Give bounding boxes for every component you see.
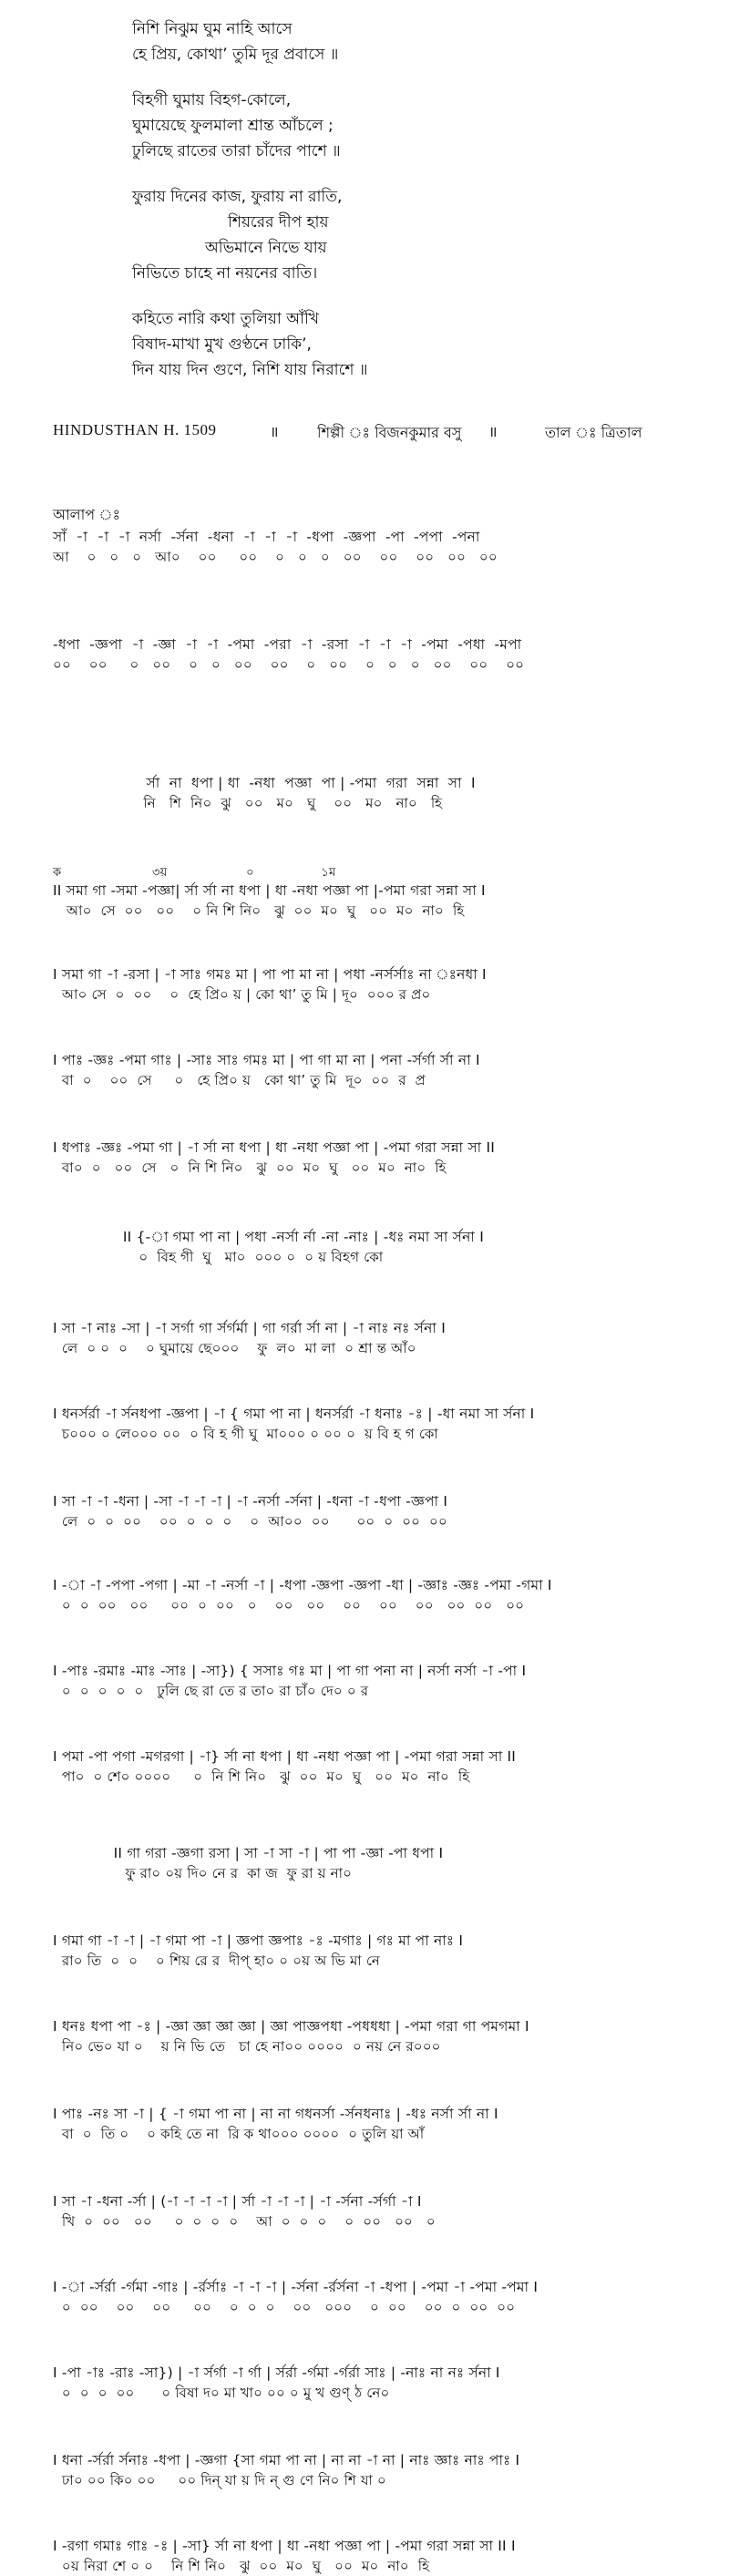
poem-line: হে প্রিয়, কোথা’ তুমি দূর প্রবাসে ॥	[132, 46, 339, 64]
notation-row	[53, 1747, 709, 1787]
swara-line: সাঁ -া -া -া নর্সা -র্সনা -ধনা -া -া -া -ধপা -জ্ঞপা -পা -পপা -পনা	[53, 529, 480, 545]
swara-line: I সা -া -ধনা -র্সা | (-া -া -া -া | র্সা -া -া -া | -া -র্সনা -র্সর্গা -া I	[53, 2193, 422, 2210]
swara-line: I সা -া -া -ধনা | -সা -া -া -া | -া -নর্সা -র্সনা | -ধনা -া -ধপা -জ্ঞপা I	[53, 1493, 448, 1510]
swara-line: I পাঃ -নঃ সা -া | { -া গমা পা না | না না গধনর্সা -র্সনধনাঃ | -ধঃ নর্সা র্সা না I	[53, 2106, 498, 2122]
poem-line: নিশি নিঝুম ঘুম নাহি আসে	[132, 20, 293, 38]
notation-row	[53, 1404, 709, 1444]
notation-row	[53, 1575, 709, 1615]
poem-line: দিন যায় দিন গুণে, নিশি যায় নিরাশে ॥	[132, 361, 368, 379]
poem-stanza	[132, 184, 606, 286]
notation-row	[53, 773, 709, 813]
poem-line: শিয়রের দীপ হায়	[228, 213, 329, 232]
notation-row	[53, 2277, 709, 2317]
swara-line: -ধপা -জ্ঞপা -া -জ্ঞা -া -া -পমা -পরা -া -রসা -া -া -া -পমা -পধা -মপা	[53, 636, 522, 653]
swara-line: I -া -া -পপা -পগা | -মা -া -নর্সা -া | -ধপা -জ্ঞপা -জ্ঞপা -ধা | -জ্ঞাঃ -জ্ঞঃ -পমা -গমা I	[53, 1577, 552, 1593]
notation-row	[53, 1931, 709, 1971]
swara-line: I -রগা গমাঃ গাঃ -ঃ | -সা} র্সা না ধপা | ধা -নধা পজ্ঞা পা | -পমা গরা সন্না সা II I	[53, 2538, 516, 2554]
poem-line: অভিমানে নিভে যায়	[205, 239, 327, 257]
swara-line: I -পাঃ -রমাঃ -মাঃ -সাঃ | -সা}) { সসাঃ গঃ মা | পা গা পনা না | নর্সা নর্সা -া -পা I	[53, 1663, 527, 1679]
lyric-syllables: লে ০ ০ ০০ ০০ ০ ০ ০ ০ আ০০ ০০ ০০ ০ ০০ ০০	[53, 1513, 447, 1530]
lyric-syllables: বা ০ ০০ সে ০ হে প্রি০ য় কো থা’ তু মি দূ০ ০০ র প্র	[53, 1072, 426, 1088]
lyric-syllables: নি শি নি০ ঝু ০০ ম০ ঘু ০০ ম০ না০ হি	[53, 795, 443, 811]
lyric-syllables: খি ০ ০০ ০০ ০ ০ ০ ০ আ ০ ০ ০ ০ ০০ ০০ ০	[53, 2213, 436, 2230]
record-number: HINDUSTHAN H. 1509	[53, 421, 217, 438]
notation-row	[53, 2450, 709, 2490]
swara-line: I -পা -াঃ -রাঃ -সা}) | -া র্সর্গা -া র্গা | র্সর্রা -র্গমা -র্গর্রা সাঃ | -নাঃ না নঃ র্সনা I	[53, 2365, 500, 2381]
swara-line: I ধনা -র্সর্রা র্সনাঃ -ধপা | -জ্ঞগা {সা গমা পা না | না না -া না | নাঃ জ্ঞাঃ নাঃ পাঃ I	[53, 2452, 520, 2468]
lyric-syllables: ০ ০০ ০০ ০০ ০০ ০ ০ ০ ০০ ০০০ ০ ০০ ০০ ০ ০০ ০০	[53, 2299, 516, 2315]
swara-line: I ধপাঃ -জ্ঞঃ -পমা গা | -া র্সা না ধপা | ধা -নধা পজ্ঞা পা | -পমা গরা সন্না সা II	[53, 1139, 495, 1156]
lyric-syllables: ০ ০ ০০ ০০ ০০ ০ ০০ ০ ০০ ০০ ০০ ০০ ০০ ০০ ০০ ০০	[53, 1597, 525, 1613]
notation-row	[53, 866, 709, 921]
tala-markers: ক ৩য় ০ ১ম	[53, 866, 336, 880]
poem-line: বিহগী ঘুমায় বিহগ-কোলে,	[132, 91, 292, 109]
lyric-syllables: লে ০ ০ ০ ০ ঘুমায়ে ছে০০০ ফু ল০ মা লা ০ শ্রা ন্ত আঁ০	[53, 1340, 416, 1356]
poem-line: নিভিতে চাহে না নয়নের বাতি।	[132, 264, 318, 283]
lyric-syllables: ঢা০ ০০ কি০ ০০ ০০ দিন্ যা য় দি ন্ গু ণে নি০ শি যা ০	[53, 2472, 387, 2488]
swara-line: I ধনর্সর্রা -া র্সনধপা -জ্ঞপা | -া { গমা পা না | ধনর্সর্রা -া ধনাঃ -ঃ | -ধা নমা সা র্সনা I	[53, 1406, 535, 1422]
swara-line: II গা গরা -জ্ঞগা রসা | সা -া সা -া | পা পা -জ্ঞা -পা ধপা I	[53, 1845, 444, 1861]
notation-row	[53, 1050, 709, 1090]
lyric-syllables: ০ ০ ০ ০ ০ ঢুলি ছে রা তে র তা০ রা চাঁ০ দে০ ০ র	[53, 1683, 369, 1699]
poem-stanza	[132, 306, 606, 383]
poem-line: ফুরায় দিনের কাজ, ফুরায় না রাতি,	[132, 188, 343, 206]
swara-line: র্সা না ধপা | ধা -নধা পজ্ঞা পা | -পমা গরা সন্না সা I	[53, 775, 476, 791]
notation-row	[53, 1491, 709, 1531]
poem	[132, 16, 606, 403]
header-separator: ॥	[488, 423, 498, 440]
swara-line: II {-া গমা পা না | পধা -নর্সা র্না -না -নাঃ | -ধঃ নমা সা র্সনা I	[53, 1229, 484, 1245]
swara-line: II সমা গা -সমা -পজ্ঞা| র্সা র্সা না ধপা | ধা -নধা পজ্ঞা পা |-পমা গরা সন্না সা I	[53, 882, 486, 899]
swara-line: I পাঃ -জ্ঞঃ -পমা গাঃ | -সাঃ সাঃ গমঃ মা | পা গা মা না | পনা -র্সর্গা র্সা না I	[53, 1052, 480, 1068]
recording-header	[53, 421, 691, 448]
lyric-syllables: পা০ ০ শে০ ০০০০ ০ নি শি নি০ ঝু ০০ ম০ ঘু ০০ ম০ না০ হি	[53, 1768, 470, 1785]
poem-line: বিষাদ-মাখা মুখ গুণ্ঠনে ঢাকি’,	[132, 335, 312, 354]
notation-row	[53, 1138, 709, 1178]
lyric-syllables: ০০ ০০ ০ ০০ ০ ০ ০০ ০০ ০ ০০ ০ ০ ০ ০০ ০০ ০০	[53, 656, 525, 673]
lyric-syllables: ০ ০ ০ ০০ ০ বিষা দ০ মা খা০ ০০ ০ মু খ গুণ্ ঠ নে০	[53, 2385, 390, 2401]
notation-row	[53, 2104, 709, 2144]
lyric-syllables: ০ বিহ গী ঘু মা০ ০০০ ০ ০ য় বিহগ কো	[53, 1249, 384, 1265]
notation-row	[53, 2016, 709, 2056]
notation-row	[53, 1318, 709, 1358]
notation-row	[53, 527, 709, 567]
tala-label: তাল ঃ ত্রিতাল	[545, 424, 642, 441]
poem-line: কহিতে নারি কথা তুলিয়া আঁখি	[132, 310, 320, 328]
lyric-syllables: ০য় নিরা শে ০ ০ নি শি নি০ ঝু ০০ ম০ ঘু ০০ ম০ না০ হি	[53, 2558, 430, 2574]
swara-line: I গমা গা -া -া | -া গমা পা -া | জ্ঞপা জ্ঞপাঃ -ঃ -মগাঃ | গঃ মা পা নাঃ I	[53, 1932, 464, 1949]
lyric-syllables: আ০ সে ০ ০০ ০ হে প্রি০ য় | কো থা’ তু মি | দূ০ ০০০ র প্র০	[53, 986, 431, 1003]
lyric-syllables: রা০ তি ০ ০ ০ শিয় রে র দীপ্ হা০ ০ ০য় অ ভি মা নে	[53, 1953, 381, 1969]
lyric-syllables: নি০ ভে০ যা ০ য় নি ভি তে চা হে না০০ ০০০০ ০ নয় নে র০০০	[53, 2038, 441, 2055]
poem-stanza	[132, 16, 606, 67]
lyric-syllables: বা ০ তি ০ ০ কহি তে না রি ক থা০০০ ০০০০ ০ তুলি য়া আঁ	[53, 2126, 425, 2142]
swara-line: I ধনঃ ধপা পা -ঃ | -জ্ঞা জ্ঞা জ্ঞা জ্ঞা | জ্ঞা পাজ্ঞপধা -পধধধা | -পমা গরা গা পমগমা I	[53, 2018, 529, 2035]
notation-row	[53, 1227, 709, 1267]
swara-line: I সা -া নাঃ -সা | -া সর্গা গা র্সর্গর্মা | গা গর্রা র্সা না | -া নাঃ নঃ র্সনা I	[53, 1320, 446, 1336]
notation-row	[53, 2536, 709, 2576]
swara-line: I -া -র্সর্রা -র্গমা -গাঃ | -র্রর্সাঃ -া -া -া | -র্সনা -র্রর্সনা -া -ধপা | -পমা -া -পমা -পমা I	[53, 2279, 539, 2295]
alap-label: আলাপ ঃ	[53, 506, 121, 523]
notation-row	[53, 964, 709, 1005]
lyric-syllables: আ ০ ০ ০ আ০ ০০ ০০ ০ ০ ০ ০০ ০০ ০০ ০০ ০০	[53, 549, 498, 565]
lyric-syllables: চ০০০ ০ লে০০০ ০০ ০ বি হ গী ঘু মা০০০ ০ ০০ ০ য় বি হ গ কো	[53, 1426, 438, 1442]
poem-line: ঘুমায়েছে ফুলমালা শ্রান্ত আঁচলে ;	[132, 117, 334, 135]
swara-line: I সমা গা -া -রসা | -া সাঃ গমঃ মা | পা পা মা না | পধা -নর্সর্সাঃ না ঃনধা I	[53, 966, 487, 983]
notation-row	[53, 2363, 709, 2403]
notation-row	[53, 1661, 709, 1701]
lyric-syllables: ফু রা০ ০য় দি০ নে র কা জ ফু রা য় না০	[53, 1865, 353, 1881]
lyric-syllables: আ০ সে ০০ ০০ ০ নি শি নি০ ঝু ০০ ম০ ঘু ০০ ম০ না০ হি	[53, 902, 465, 919]
header-separator: ॥	[270, 423, 279, 440]
notation-row	[53, 634, 709, 675]
notation-row	[53, 2191, 709, 2231]
lyric-syllables: বা০ ০ ০০ সে ০ নি শি নি০ ঝু ০০ ম০ ঘু ০০ ম০ না০ হি	[53, 1159, 447, 1176]
poem-line: ঢুলিছে রাতের তারা চাঁদের পাশে ॥	[132, 142, 341, 160]
swara-line: I পমা -পা পগা -মগরগা | -া} র্সা না ধপা | ধা -নধা পজ্ঞা পা | -পমা গরা সন্না সা II	[53, 1748, 517, 1765]
singer-credit: শিল্পী ঃ বিজনকুমার বসু	[317, 424, 462, 441]
notation-row	[53, 1843, 709, 1883]
poem-stanza	[132, 88, 606, 164]
